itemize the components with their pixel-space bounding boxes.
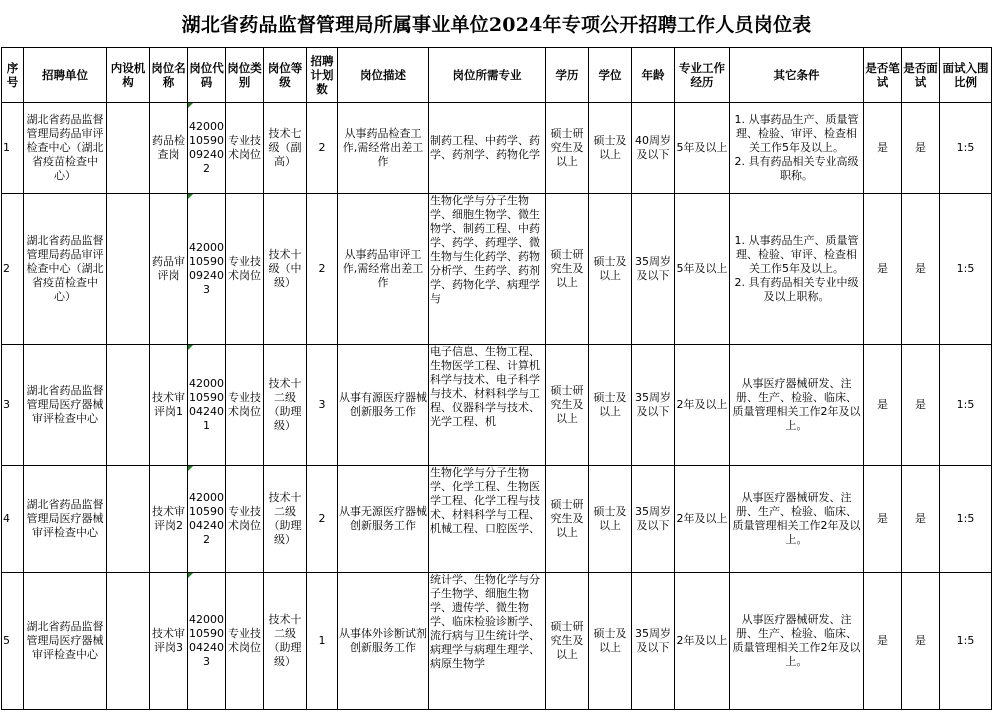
cell-post-name: 技术审评岗1	[150, 345, 188, 466]
cell-dept	[107, 103, 150, 194]
header-desc: 岗位描述	[338, 48, 429, 103]
cell-plan: 2	[307, 466, 338, 573]
header-exp: 专业工作经历	[675, 48, 730, 103]
header-edu: 学历	[546, 48, 589, 103]
cell-age: 35周岁及以下	[632, 194, 675, 345]
cell-interview: 是	[902, 103, 940, 194]
table-row	[2, 194, 992, 345]
cell-other: 从事医疗器械研发、注册、生产、检验、临床、质量管理相关工作2年及以上。	[730, 573, 864, 710]
table-row	[2, 573, 992, 710]
cell-desc: 从事药品检查工作,需经常出差工作	[338, 103, 429, 194]
cell-level: 技术十二级（助理级）	[264, 466, 307, 573]
cell-exp: 2年及以上	[675, 466, 730, 573]
header-post-code: 岗位代码	[188, 48, 226, 103]
cell-written: 是	[864, 573, 902, 710]
cell-age: 35周岁及以下	[632, 466, 675, 573]
cell-no: 1	[2, 103, 24, 194]
cell-no: 4	[2, 466, 24, 573]
cell-dept	[107, 194, 150, 345]
cell-edu: 硕士研究生及以上	[546, 466, 589, 573]
cell-desc: 从事药品审评工作,需经常出差工作	[338, 194, 429, 345]
cell-category: 专业技术岗位	[226, 345, 264, 466]
cell-plan: 3	[307, 345, 338, 466]
table-row	[2, 466, 992, 573]
cell-exp: 2年及以上	[675, 573, 730, 710]
cell-other: 1. 从事药品生产、质量管理、检验、审评、检查相关工作5年及以上。 2. 具有药品相关专业中级及以上职称。	[730, 194, 864, 345]
header-plan: 招聘计划数	[307, 48, 338, 103]
cell-exp: 5年及以上	[675, 194, 730, 345]
header-other: 其它条件	[730, 48, 864, 103]
header-major: 岗位所需专业	[429, 48, 546, 103]
cell-desc: 从事无源医疗器械创新服务工作	[338, 466, 429, 573]
header-interview: 是否面试	[902, 48, 940, 103]
cell-desc: 从事体外诊断试剂创新服务工作	[338, 573, 429, 710]
cell-category: 专业技术岗位	[226, 103, 264, 194]
cell-post-name: 技术审评岗3	[150, 573, 188, 710]
cell-dept	[107, 345, 150, 466]
header-dept: 内设机构	[107, 48, 150, 103]
cell-written: 是	[864, 466, 902, 573]
cell-interview: 是	[902, 466, 940, 573]
table-row	[2, 345, 992, 466]
cell-exp: 2年及以上	[675, 345, 730, 466]
cell-unit: 湖北省药品监督管理局医疗器械审评检查中心	[24, 573, 107, 710]
cell-post-name: 技术审评岗2	[150, 466, 188, 573]
cell-category: 专业技术岗位	[226, 573, 264, 710]
cell-other: 从事医疗器械研发、注册、生产、检验、临床、质量管理相关工作2年及以上。	[730, 345, 864, 466]
cell-edu: 硕士研究生及以上	[546, 345, 589, 466]
cell-interview: 是	[902, 194, 940, 345]
header-age: 年龄	[632, 48, 675, 103]
cell-ratio: 1:5	[940, 194, 992, 345]
cell-post-code: 4200010590042402	[188, 466, 226, 573]
cell-dept	[107, 466, 150, 573]
cell-plan: 1	[307, 573, 338, 710]
cell-interview: 是	[902, 345, 940, 466]
cell-degree: 硕士及以上	[589, 194, 632, 345]
header-row	[2, 48, 992, 103]
cell-desc: 从事有源医疗器械创新服务工作	[338, 345, 429, 466]
header-post-name: 岗位名称	[150, 48, 188, 103]
cell-ratio: 1:5	[940, 466, 992, 573]
cell-other: 从事医疗器械研发、注册、生产、检验、临床、质量管理相关工作2年及以上。	[730, 466, 864, 573]
cell-post-name: 药品审评岗	[150, 194, 188, 345]
cell-major: 生物化学与分子生物学、细胞生物学、微生物学、制药工程、中药学、药学、药理学、微生物与生化药学、药物分析学、生药学、药剂学、药物化学、病理学与	[429, 194, 546, 345]
header-level: 岗位等级	[264, 48, 307, 103]
cell-age: 40周岁及以下	[632, 103, 675, 194]
header-category: 岗位类别	[226, 48, 264, 103]
cell-written: 是	[864, 103, 902, 194]
cell-unit: 湖北省药品监督管理局药品审评检查中心（湖北省疫苗检查中心）	[24, 194, 107, 345]
cell-degree: 硕士及以上	[589, 345, 632, 466]
cell-no: 3	[2, 345, 24, 466]
cell-plan: 2	[307, 103, 338, 194]
cell-degree: 硕士及以上	[589, 103, 632, 194]
cell-major: 电子信息、生物工程、生物医学工程、计算机科学与技术、电子科学与技术、材料科学与工程、仪器科学与技术、光学工程、机	[429, 345, 546, 466]
cell-exp: 5年及以上	[675, 103, 730, 194]
cell-category: 专业技术岗位	[226, 466, 264, 573]
cell-age: 35周岁及以下	[632, 573, 675, 710]
cell-dept	[107, 573, 150, 710]
header-written: 是否笔试	[864, 48, 902, 103]
cell-written: 是	[864, 345, 902, 466]
cell-age: 35周岁及以下	[632, 345, 675, 466]
cell-level: 技术十二级（助理级）	[264, 345, 307, 466]
cell-edu: 硕士研究生及以上	[546, 194, 589, 345]
page-title: 湖北省药品监督管理局所属事业单位2024年专项公开招聘工作人员岗位表	[181, 14, 812, 36]
cell-no: 2	[2, 194, 24, 345]
cell-level: 技术十级（中级）	[264, 194, 307, 345]
cell-major: 生物化学与分子生物学、化学工程、生物医学工程、化学工程与技术、材料科学与工程、机械工程、口腔医学、	[429, 466, 546, 573]
cell-level: 技术十二级（助理级）	[264, 573, 307, 710]
cell-post-name: 药品检查岗	[150, 103, 188, 194]
cell-major: 统计学、生物化学与分子生物学、细胞生物学、遗传学、微生物学、临床检验诊断学、流行病与卫生统计学、病理学与病理生理学、病原生物学	[429, 573, 546, 710]
cell-post-code: 4200010590042401	[188, 345, 226, 466]
cell-unit: 湖北省药品监督管理局医疗器械审评检查中心	[24, 345, 107, 466]
cell-edu: 硕士研究生及以上	[546, 573, 589, 710]
cell-ratio: 1:5	[940, 573, 992, 710]
cell-category: 专业技术岗位	[226, 194, 264, 345]
cell-degree: 硕士及以上	[589, 466, 632, 573]
header-no: 序号	[2, 48, 24, 103]
cell-written: 是	[864, 194, 902, 345]
cell-ratio: 1:5	[940, 103, 992, 194]
table-row	[2, 103, 992, 194]
cell-post-code: 4200010590092403	[188, 194, 226, 345]
header-unit: 招聘单位	[24, 48, 107, 103]
cell-unit: 湖北省药品监督管理局医疗器械审评检查中心	[24, 466, 107, 573]
cell-ratio: 1:5	[940, 345, 992, 466]
cell-other: 1. 从事药品生产、质量管理、检验、审评、检查相关工作5年及以上。 2. 具有药品相关专业高级职称。	[730, 103, 864, 194]
cell-edu: 硕士研究生及以上	[546, 103, 589, 194]
cell-level: 技术七级（副高）	[264, 103, 307, 194]
cell-no: 5	[2, 573, 24, 710]
cell-post-code: 4200010590042403	[188, 573, 226, 710]
cell-post-code: 4200010590092402	[188, 103, 226, 194]
cell-degree: 硕士及以上	[589, 573, 632, 710]
cell-major: 制药工程、中药学、药学、药剂学、药物化学	[429, 103, 546, 194]
job-table	[1, 47, 992, 710]
cell-interview: 是	[902, 573, 940, 710]
cell-unit: 湖北省药品监督管理局药品审评检查中心（湖北省疫苗检查中心）	[24, 103, 107, 194]
cell-plan: 2	[307, 194, 338, 345]
header-ratio: 面试入围比例	[940, 48, 992, 103]
header-degree: 学位	[589, 48, 632, 103]
